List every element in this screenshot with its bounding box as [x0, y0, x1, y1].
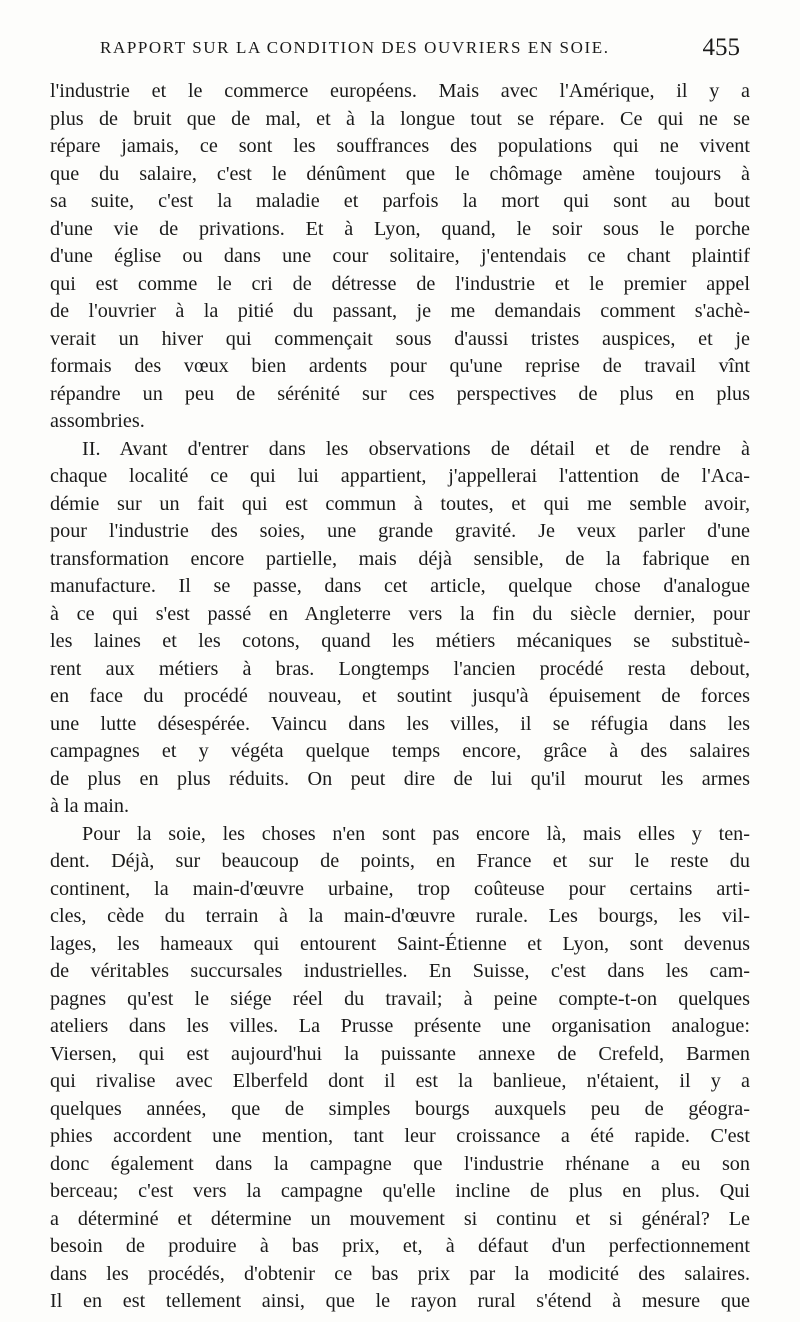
text-line: campagnes et y végéta quelque temps encore, grâce à des salaires	[50, 740, 750, 762]
text-line: chaque localité ce qui lui appartient, j'appellerai l'attention de l'Aca-	[50, 465, 750, 487]
text-line: répandre un peu de sérénité sur ces perspectives de plus en plus	[50, 382, 750, 405]
text-line: dent. Déjà, sur beaucoup de points, en France et sur le reste du	[50, 850, 750, 872]
text-line: berceau; c'est vers la campagne qu'elle incline de plus en plus. Qui	[50, 1180, 750, 1202]
text-line: formais des vœux bien ardents pour qu'une reprise de travail vînt	[50, 355, 750, 377]
text-line: en face du procédé nouveau, et soutint jusqu'à épuisement de forces	[50, 685, 750, 707]
text-line: pour l'industrie des soies, une grande gravité. Je veux parler d'une	[50, 520, 750, 542]
text-line: que du salaire, c'est le dénûment que le chômage amène toujours à	[50, 162, 750, 185]
text-line: à la main.	[50, 795, 130, 817]
paragraph-start-line: II. Avant d'entrer dans les observations de détail et de rendre à	[82, 437, 750, 460]
running-title: RAPPORT SUR LA CONDITION DES OUVRIERS EN SOIE.	[100, 38, 610, 57]
text-line: démie sur un fait qui est commun à toutes, et qui me semble avoir,	[50, 492, 750, 515]
text-line: lages, les hameaux qui entourent Saint-Étienne et Lyon, sont devenus	[50, 932, 750, 955]
paragraph-start-line: Pour la soie, les choses n'en sont pas encore là, mais elles y ten-	[82, 822, 750, 845]
text-line: Viersen, qui est aujourd'hui la puissante annexe de Crefeld, Barmen	[50, 1042, 750, 1065]
text-line: pagnes qu'est le siége réel du travail; à peine compte-t-on quelques	[50, 987, 750, 1010]
body-text	[50, 78, 750, 1316]
text-line: phies accordent une mention, tant leur croissance a été rapide. C'est	[50, 1125, 750, 1147]
text-line: donc également dans la campagne que l'industrie rhénane a eu son	[50, 1152, 750, 1175]
text-line: l'industrie et le commerce européens. Mais avec l'Amérique, il y a	[50, 80, 750, 102]
text-line: quelques années, que de simples bourgs auxquels peu de géogra-	[50, 1097, 750, 1120]
text-line: de l'ouvrier à la pitié du passant, je me demandais comment s'achè-	[50, 300, 750, 322]
text-line: les laines et les cotons, quand les métiers mécaniques se substituè-	[50, 630, 750, 652]
text-line: d'une église ou dans une cour solitaire, j'entendais ce chant plaintif	[50, 245, 750, 267]
text-line: dans les procédés, d'obtenir ce bas prix par la modicité des salaires.	[50, 1262, 750, 1285]
text-line: à ce qui s'est passé en Angleterre vers la fin du siècle dernier, pour	[50, 602, 750, 625]
text-line: rent aux métiers à bras. Longtemps l'ancien procédé resta debout,	[50, 657, 750, 680]
text-line: continent, la main-d'œuvre urbaine, trop coûteuse pour certains arti-	[50, 877, 750, 900]
running-head	[100, 34, 740, 62]
text-line: ateliers dans les villes. La Prusse présente une organisation analogue:	[50, 1015, 750, 1037]
text-line: Il en est tellement ainsi, que le rayon rural s'étend à mesure que	[50, 1290, 750, 1312]
text-line: transformation encore partielle, mais déjà sensible, de la fabrique en	[50, 547, 750, 570]
text-line: de véritables succursales industrielles. En Suisse, c'est dans les cam-	[50, 960, 750, 982]
text-line: d'une vie de privations. Et à Lyon, quand, le soir sous le porche	[50, 217, 750, 240]
text-line: plus de bruit que de mal, et à la longue tout se répare. Ce qui ne se	[50, 107, 750, 130]
text-line: de plus en plus réduits. On peut dire de lui qu'il mourut les armes	[50, 767, 750, 790]
page-number: 455	[702, 34, 740, 61]
text-line: besoin de produire à bas prix, et, à défaut d'un perfectionnement	[50, 1235, 750, 1257]
text-line: qui est comme le cri de détresse de l'industrie et le premier appel	[50, 272, 750, 295]
text-line: assombries.	[50, 410, 145, 432]
text-line: verait un hiver qui commençait sous d'aussi tristes auspices, et je	[50, 327, 750, 350]
text-line: cles, cède du terrain à la main-d'œuvre rurale. Les bourgs, les vil-	[50, 905, 750, 927]
text-line: une lutte désespérée. Vaincu dans les villes, il se réfugia dans les	[50, 712, 750, 735]
text-line: a déterminé et détermine un mouvement si continu et si général? Le	[50, 1207, 750, 1230]
text-line: sa suite, c'est la maladie et parfois la mort qui sont au bout	[50, 190, 750, 212]
text-line: manufacture. Il se passe, dans cet article, quelque chose d'analogue	[50, 575, 750, 597]
text-line: qui rivalise avec Elberfeld dont il est la banlieue, n'étaient, il y a	[50, 1070, 750, 1092]
text-line: répare jamais, ce sont les souffrances des populations qui ne vivent	[50, 135, 750, 157]
